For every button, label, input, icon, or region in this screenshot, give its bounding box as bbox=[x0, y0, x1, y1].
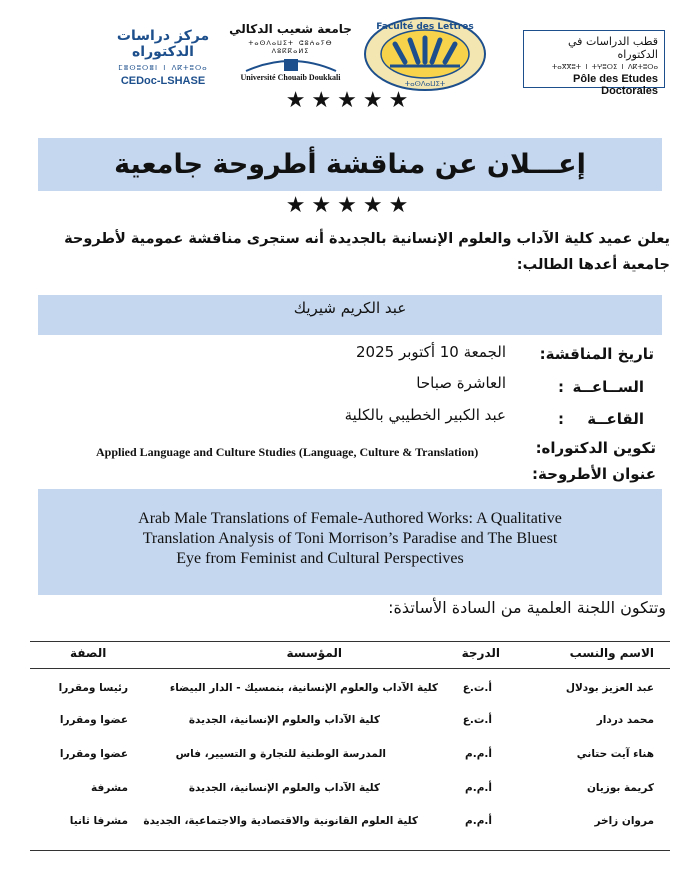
thesis-band bbox=[38, 489, 662, 595]
student-band bbox=[38, 295, 662, 335]
row-3-grade: أ.م.م bbox=[465, 748, 492, 760]
middle-stars: ★★★★★ bbox=[285, 193, 415, 218]
university-emblem-icon bbox=[236, 57, 346, 73]
pole-arabic: قطب الدراسات في الدكتوراه bbox=[568, 35, 658, 61]
thesis-line-3: Eye from Feminist and Cultural Perspectives bbox=[176, 550, 464, 567]
thesis-line-1: Arab Male Translations of Female-Authored Works: A Qualitative bbox=[138, 510, 562, 527]
row-2-role: عضوا ومقررا bbox=[59, 714, 128, 726]
row-3-institution: المدرسة الوطنية للتجارة و التسيير، فاس bbox=[175, 748, 386, 760]
table-top-rule bbox=[30, 641, 670, 642]
training-label: تكوين الدكتوراه: bbox=[535, 439, 656, 457]
student-name: عبد الكريم شيريك bbox=[293, 299, 407, 317]
header-institution: المؤسسة bbox=[286, 646, 342, 660]
page-title: إعـــلان عن مناقشة أطروحة جامعية bbox=[114, 149, 586, 180]
room-label: القاعــة bbox=[587, 410, 644, 428]
faculty-latin-text: Faculté des Lettres bbox=[376, 22, 474, 32]
top-stars: ★★★★★ bbox=[285, 88, 415, 113]
row-5-institution: كلية العلوم القانونية والاقتصادية والاجتماعية، الجديدة bbox=[143, 815, 418, 827]
pole-tifinagh: ⵜⴰⴳⴳⵓⵜ ⵏ ⵜⵖⵓⵔⵉ ⵏ ⴷⴽⵜⵓⵔⴰ bbox=[551, 63, 658, 71]
room-colon: : bbox=[558, 410, 564, 428]
row-2-grade: أ.ت.ع bbox=[462, 714, 492, 726]
room-value: عبد الكبير الخطيبي بالكلية bbox=[344, 406, 506, 424]
thesis-label: عنوان الأطروحة: bbox=[532, 465, 656, 483]
time-label: الســاعــة bbox=[572, 378, 644, 396]
row-5-name: مروان زاخر bbox=[594, 815, 654, 827]
university-arabic: جامعة شعيب الدكالي bbox=[229, 22, 352, 36]
faculty-emblem-icon bbox=[360, 14, 490, 94]
training-value: Applied Language and Culture Studies (Language, Culture & Translation) bbox=[96, 445, 479, 459]
pole-latin: Pôle des Etudes Doctorales bbox=[573, 73, 658, 97]
row-2-institution: كلية الآداب والعلوم الإنسانية، الجديدة bbox=[188, 714, 380, 726]
pole-logo bbox=[523, 30, 665, 97]
title-band bbox=[38, 138, 662, 191]
university-logo bbox=[228, 22, 353, 82]
university-latin: Université Chouaib Doukkali bbox=[240, 73, 341, 82]
thesis-line-2: Translation Analysis of Toni Morrison’s Paradise and The Bluest bbox=[142, 530, 558, 547]
row-4-name: كريمة بوزيان bbox=[586, 782, 654, 794]
date-value: الجمعة 10 أكتوبر 2025 bbox=[356, 343, 506, 361]
row-2-name: محمد دردار bbox=[596, 714, 654, 726]
faculty-tifinagh-text: ⵜⴰⵙⴷⴰⵡⵉⵜ bbox=[404, 80, 446, 88]
thesis-title bbox=[38, 489, 662, 569]
header-name: الاسم والنسب bbox=[569, 646, 654, 660]
row-4-grade: أ.م.م bbox=[465, 782, 492, 794]
intro-text: يعلن عميد كلية الآداب والعلوم الإنسانية بالجديدة أنه ستجرى مناقشة عمومية لأطروحة جامعية أعدها الطالب: bbox=[64, 231, 670, 273]
faculty-logo bbox=[360, 14, 490, 94]
cedoc-tifinagh: ⵎⴻⵙⵓⵔⴻⵏ ⵏ ⴷⴽⵜⵓⵔⴰ bbox=[118, 64, 208, 72]
committee-intro: وتتكون اللجنة العلمية من السادة الأساتذة: bbox=[388, 598, 666, 617]
table-header-rule bbox=[30, 668, 670, 669]
header-role: الصفة bbox=[70, 646, 107, 660]
row-3-name: هناء آيت حتاني bbox=[576, 748, 654, 760]
row-1-grade: أ.ت.ع bbox=[462, 682, 492, 694]
cedoc-logo bbox=[108, 28, 218, 87]
university-tifinagh: ⵜⴰⵙⴷⴰⵡⵉⵜ ⵛⵓⵄⴰⵢⴱ ⴷⵓⴽⴽⴰⵍⵉ bbox=[248, 39, 333, 55]
row-5-grade: أ.م.م bbox=[465, 815, 492, 827]
row-1-institution: كلية الآداب والعلوم الإنسانية، بنمسيك - الدار البيضاء bbox=[169, 682, 438, 694]
cedoc-latin: CEDoc-LSHASE bbox=[120, 75, 206, 87]
time-value: العاشرة صباحا bbox=[416, 374, 506, 392]
date-label: تاريخ المناقشة: bbox=[539, 345, 654, 363]
table-bottom-rule bbox=[30, 850, 670, 851]
row-1-role: رئيسا ومقررا bbox=[58, 682, 128, 694]
cedoc-arabic: مركز دراسات الدكتوراه bbox=[116, 28, 210, 60]
row-3-role: عضوا ومقررا bbox=[59, 748, 128, 760]
row-5-role: مشرفا ثانيا bbox=[69, 815, 128, 827]
row-1-name: عبد العزيز بودلال bbox=[565, 682, 654, 694]
header-grade: الدرجة bbox=[461, 646, 500, 660]
row-4-institution: كلية الآداب والعلوم الإنسانية، الجديدة bbox=[188, 782, 380, 794]
row-4-role: مشرفة bbox=[91, 782, 128, 794]
time-colon: : bbox=[558, 378, 564, 396]
